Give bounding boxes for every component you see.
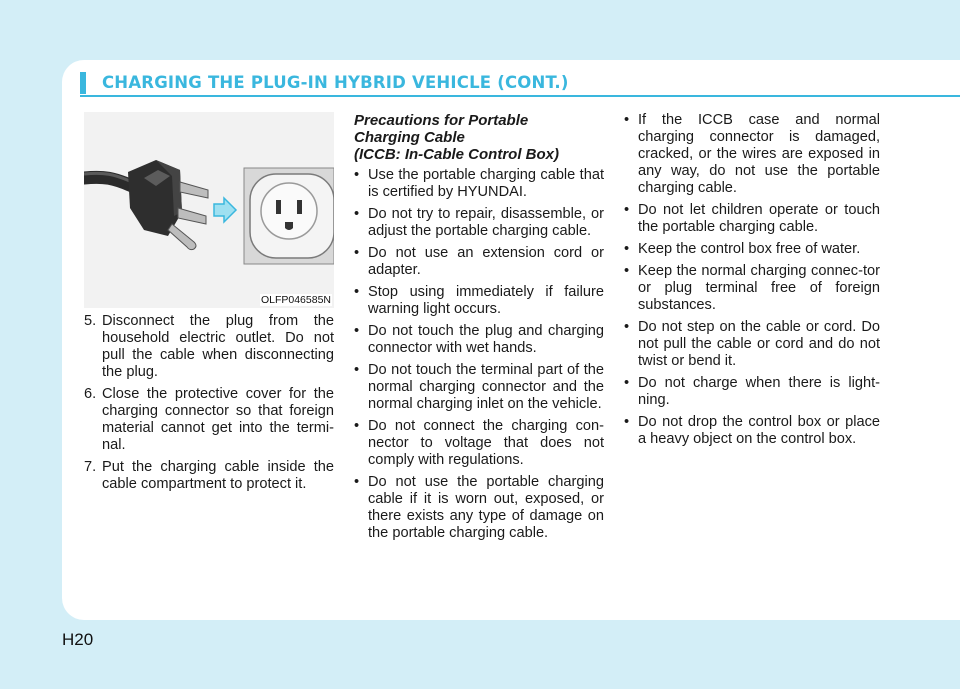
bullet-item — [354, 323, 604, 357]
bullet-item — [624, 319, 880, 370]
outlet-icon — [244, 168, 334, 264]
step-item — [84, 386, 334, 454]
bullet-text: Do not connect the charging con-nector to voltage that does not comply with regulations. — [368, 418, 604, 468]
bullet-text: Do not touch the terminal part of the normal charging connector and the normal charging inlet on the vehicle. — [368, 362, 604, 412]
plug-outlet-svg — [84, 112, 334, 308]
bullet-mark: • — [354, 167, 360, 183]
bullet-text: Keep the normal charging connec-tor or plug terminal free of foreign substances. — [638, 263, 880, 313]
step-number: 5. — [84, 313, 97, 329]
bullet-item — [624, 263, 880, 314]
bullet-item — [624, 375, 880, 409]
step-number: 6. — [84, 386, 97, 402]
bullet-item — [354, 474, 604, 542]
step-item — [84, 313, 334, 381]
precautions-heading-line1: Precautions for Portable — [354, 112, 529, 129]
bullet-item — [354, 206, 604, 240]
bullet-text: Use the portable charging cable that is certified by HYUNDAI. — [368, 167, 604, 200]
bullet-text: Stop using immediately if failure warning light occurs. — [368, 284, 604, 317]
arrow-right-icon — [214, 198, 236, 222]
precautions-heading-line2: Charging Cable — [354, 129, 465, 146]
plug-icon — [128, 160, 208, 250]
bullet-text: Do not use the portable charging cable if it is worn out, exposed, or there exists any type of damage on the portable charging cable. — [368, 474, 604, 541]
step-item — [84, 459, 334, 493]
bullet-mark: • — [354, 245, 360, 261]
step-text: Put the charging cable inside the cable compartment to protect it. — [102, 459, 334, 492]
bullet-text: Do not touch the plug and charging connector with wet hands. — [368, 323, 604, 356]
column-2 — [354, 112, 604, 547]
column-1 — [84, 112, 334, 498]
bullet-mark: • — [624, 319, 630, 335]
bullet-item — [354, 284, 604, 318]
bullet-text: If the ICCB case and normal charging connector is damaged, cracked, or the wires are exposed in any way, do not use the portable charging cable. — [638, 112, 880, 196]
steps-list — [84, 313, 334, 493]
step-text: Close the protective cover for the charging connector so that foreign material cannot get into the termi-nal. — [102, 386, 334, 453]
bullet-text: Do not try to repair, disassemble, or adjust the portable charging cable. — [368, 206, 604, 239]
bullet-item — [624, 241, 880, 258]
step-text: Disconnect the plug from the household electric outlet. Do not pull the cable when disconnecting the plug. — [102, 313, 334, 380]
bullet-item — [624, 202, 880, 236]
bullet-mark: • — [354, 284, 360, 300]
bullet-text: Keep the control box free of water. — [638, 241, 861, 257]
plug-illustration — [84, 112, 334, 308]
bullet-text: Do not let children operate or touch the portable charging cable. — [638, 202, 880, 235]
bullet-mark: • — [624, 202, 630, 218]
bullet-text: Do not use an extension cord or adapter. — [368, 245, 604, 278]
bullet-item — [354, 362, 604, 413]
figure-code: OLFP046585N — [260, 294, 331, 306]
bullet-mark: • — [354, 206, 360, 222]
bullet-item — [624, 112, 880, 197]
bullet-mark: • — [624, 112, 630, 128]
step-number: 7. — [84, 459, 97, 475]
bullet-mark: • — [624, 414, 630, 430]
bullet-text: Do not drop the control box or place a heavy object on the control box. — [638, 414, 880, 447]
column-3 — [624, 112, 880, 453]
bullet-item — [624, 414, 880, 448]
bullet-mark: • — [624, 263, 630, 279]
bullet-mark: • — [354, 418, 360, 434]
bullet-mark: • — [354, 323, 360, 339]
page-number: H20 — [62, 630, 94, 649]
header-rule — [80, 95, 960, 97]
bullet-item — [354, 418, 604, 469]
bullet-item — [354, 167, 604, 201]
precautions-heading-line3: (ICCB: In-Cable Control Box) — [354, 146, 559, 163]
bullet-text: Do not charge when there is light-ning. — [638, 375, 880, 408]
bullet-mark: • — [624, 375, 630, 391]
bullet-mark: • — [354, 474, 360, 490]
precautions-heading — [354, 112, 604, 163]
bullet-item — [354, 245, 604, 279]
bullet-text: Do not step on the cable or cord. Do not pull the cable or cord and do not twist or bend it. — [638, 319, 880, 369]
bullet-mark: • — [624, 241, 630, 257]
section-title: CHARGING THE PLUG-IN HYBRID VEHICLE (CONT.) — [102, 73, 569, 92]
bullet-mark: • — [354, 362, 360, 378]
header-accent-bar — [80, 72, 86, 94]
